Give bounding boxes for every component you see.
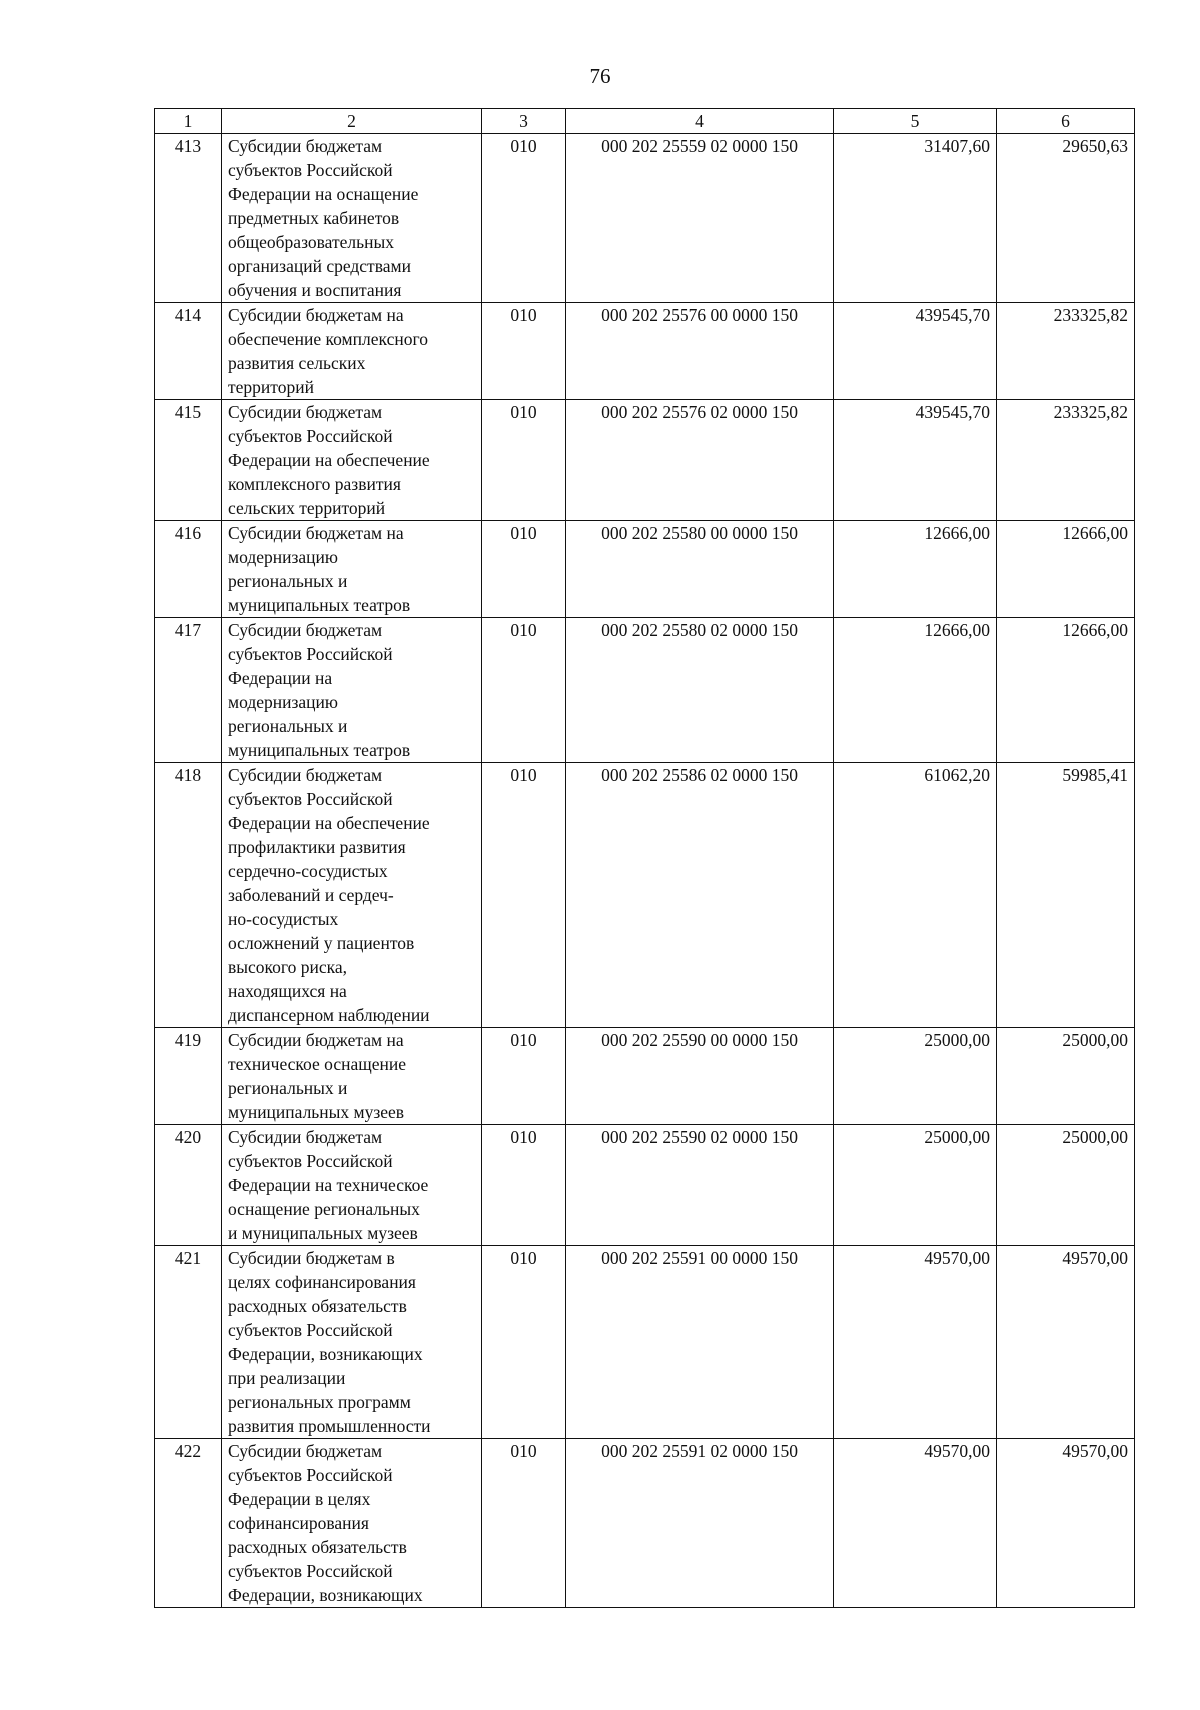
row-budget-classification-code: 000 202 25576 02 0000 150 xyxy=(566,400,834,521)
row-budget-classification-code: 000 202 25590 02 0000 150 xyxy=(566,1125,834,1246)
table-row xyxy=(155,1028,1135,1125)
row-number: 420 xyxy=(155,1125,222,1246)
table-header-row xyxy=(155,109,1135,134)
row-amount-col5: 439545,70 xyxy=(834,400,997,521)
row-amount-col5: 12666,00 xyxy=(834,521,997,618)
row-description: Субсидии бюджетам субъектов Российской Федерации на оснащение предметных кабинетов общеобразовательных организаций средствами обучения и воспитания xyxy=(222,134,482,303)
row-description: Субсидии бюджетам на обеспечение комплексного развития сельских территорий xyxy=(222,303,482,400)
row-number: 413 xyxy=(155,134,222,303)
row-amount-col5: 25000,00 xyxy=(834,1125,997,1246)
row-budget-classification-code: 000 202 25576 00 0000 150 xyxy=(566,303,834,400)
table-row xyxy=(155,618,1135,763)
row-amount-col5: 61062,20 xyxy=(834,763,997,1028)
row-amount-col6: 29650,63 xyxy=(997,134,1135,303)
row-description: Субсидии бюджетам на модернизацию региональных и муниципальных театров xyxy=(222,521,482,618)
row-description: Субсидии бюджетам субъектов Российской Федерации на модернизацию региональных и муниципальных театров xyxy=(222,618,482,763)
column-header-5: 5 xyxy=(834,109,997,134)
row-budget-classification-code: 000 202 25559 02 0000 150 xyxy=(566,134,834,303)
table-row xyxy=(155,521,1135,618)
row-amount-col6: 12666,00 xyxy=(997,521,1135,618)
row-description: Субсидии бюджетам субъектов Российской Федерации на обеспечение профилактики развития сердечно-сосудистых заболеваний и сердеч- но-сосудистых осложнений у пациентов высокого риска, находящихся на диспансерном наблюдении xyxy=(222,763,482,1028)
row-budget-classification-code: 000 202 25591 02 0000 150 xyxy=(566,1439,834,1608)
row-code: 010 xyxy=(482,303,566,400)
row-description: Субсидии бюджетам на техническое оснащение региональных и муниципальных музеев xyxy=(222,1028,482,1125)
table-row xyxy=(155,1125,1135,1246)
row-amount-col6: 25000,00 xyxy=(997,1028,1135,1125)
row-amount-col5: 49570,00 xyxy=(834,1246,997,1439)
row-budget-classification-code: 000 202 25591 00 0000 150 xyxy=(566,1246,834,1439)
row-code: 010 xyxy=(482,400,566,521)
column-header-2: 2 xyxy=(222,109,482,134)
row-code: 010 xyxy=(482,521,566,618)
row-budget-classification-code: 000 202 25580 02 0000 150 xyxy=(566,618,834,763)
row-amount-col6: 49570,00 xyxy=(997,1246,1135,1439)
row-amount-col5: 31407,60 xyxy=(834,134,997,303)
row-description: Субсидии бюджетам субъектов Российской Федерации на техническое оснащение региональных и муниципальных музеев xyxy=(222,1125,482,1246)
row-amount-col6: 12666,00 xyxy=(997,618,1135,763)
row-code: 010 xyxy=(482,763,566,1028)
row-amount-col6: 233325,82 xyxy=(997,303,1135,400)
column-header-3: 3 xyxy=(482,109,566,134)
row-amount-col5: 439545,70 xyxy=(834,303,997,400)
row-number: 421 xyxy=(155,1246,222,1439)
budget-table xyxy=(154,108,1135,1608)
row-amount-col5: 12666,00 xyxy=(834,618,997,763)
row-description: Субсидии бюджетам субъектов Российской Федерации в целях софинансирования расходных обязательств субъектов Российской Федерации, возникающих xyxy=(222,1439,482,1608)
page-number: 76 xyxy=(589,64,611,88)
column-header-6: 6 xyxy=(997,109,1135,134)
row-amount-col6: 233325,82 xyxy=(997,400,1135,521)
row-budget-classification-code: 000 202 25586 02 0000 150 xyxy=(566,763,834,1028)
column-header-4: 4 xyxy=(566,109,834,134)
row-code: 010 xyxy=(482,1439,566,1608)
column-header-1: 1 xyxy=(155,109,222,134)
row-amount-col6: 59985,41 xyxy=(997,763,1135,1028)
row-code: 010 xyxy=(482,1246,566,1439)
table-row xyxy=(155,1439,1135,1608)
row-budget-classification-code: 000 202 25580 00 0000 150 xyxy=(566,521,834,618)
row-code: 010 xyxy=(482,134,566,303)
row-amount-col5: 49570,00 xyxy=(834,1439,997,1608)
row-number: 414 xyxy=(155,303,222,400)
table-row xyxy=(155,763,1135,1028)
row-budget-classification-code: 000 202 25590 00 0000 150 xyxy=(566,1028,834,1125)
row-number: 415 xyxy=(155,400,222,521)
row-amount-col6: 49570,00 xyxy=(997,1439,1135,1608)
row-number: 417 xyxy=(155,618,222,763)
row-description: Субсидии бюджетам в целях софинансирования расходных обязательств субъектов Российской Федерации, возникающих при реализации региональных программ развития промышленности xyxy=(222,1246,482,1439)
row-code: 010 xyxy=(482,618,566,763)
row-number: 422 xyxy=(155,1439,222,1608)
table-row xyxy=(155,1246,1135,1439)
table-row xyxy=(155,134,1135,303)
row-amount-col6: 25000,00 xyxy=(997,1125,1135,1246)
table-row xyxy=(155,400,1135,521)
row-amount-col5: 25000,00 xyxy=(834,1028,997,1125)
table-row xyxy=(155,303,1135,400)
row-number: 418 xyxy=(155,763,222,1028)
row-code: 010 xyxy=(482,1125,566,1246)
row-number: 416 xyxy=(155,521,222,618)
row-code: 010 xyxy=(482,1028,566,1125)
row-number: 419 xyxy=(155,1028,222,1125)
row-description: Субсидии бюджетам субъектов Российской Федерации на обеспечение комплексного развития сельских территорий xyxy=(222,400,482,521)
